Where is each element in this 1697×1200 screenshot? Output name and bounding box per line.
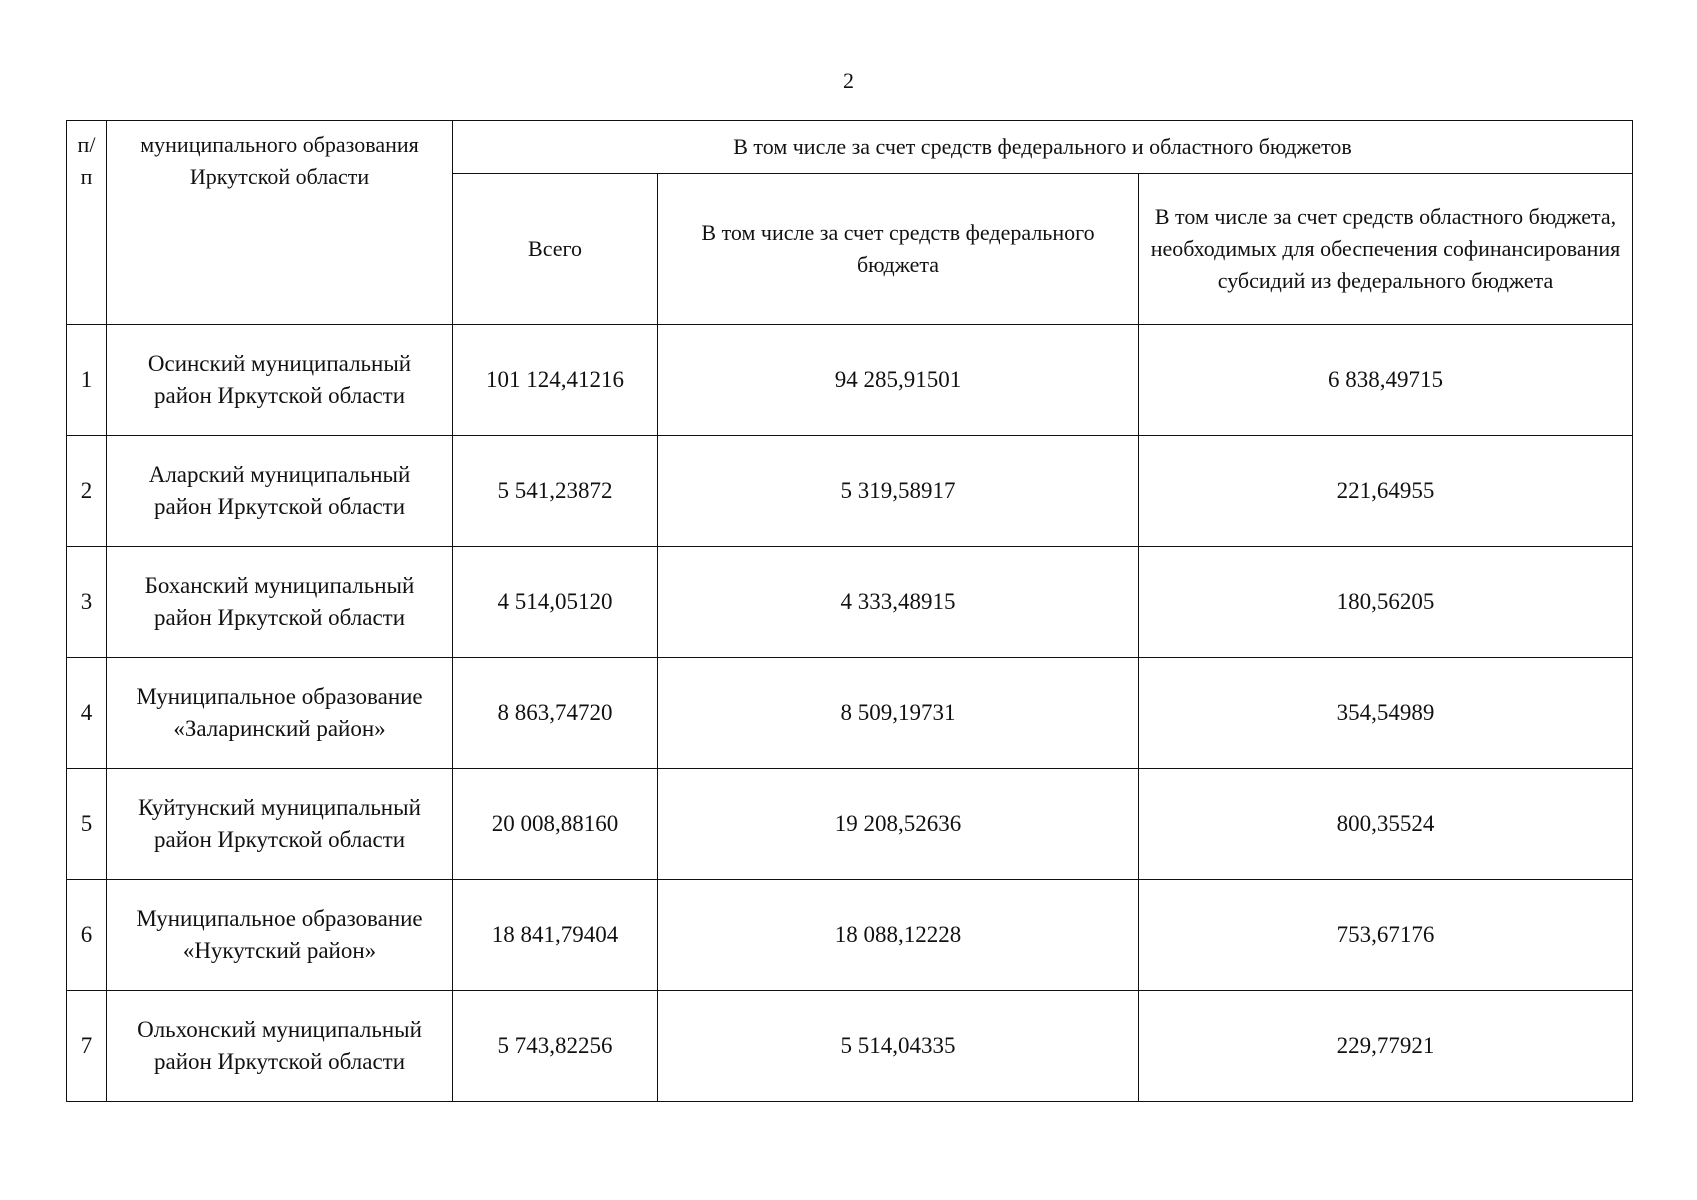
row-municipality [107, 880, 453, 991]
table-row [67, 436, 1633, 547]
municipality-name-line: «Заларинский район» [173, 716, 386, 741]
row-federal: 18 088,12228 [658, 880, 1139, 991]
municipality-name-line: район Иркутской области [153, 494, 406, 519]
row-total: 101 124,41216 [453, 325, 658, 436]
row-municipality [107, 769, 453, 880]
row-federal: 5 514,04335 [658, 991, 1139, 1102]
table-row [67, 769, 1633, 880]
row-municipality [107, 436, 453, 547]
row-total: 4 514,05120 [453, 547, 658, 658]
municipality-name-line: район Иркутской области [153, 383, 406, 408]
row-total: 5 541,23872 [453, 436, 658, 547]
row-regional: 6 838,49715 [1139, 325, 1633, 436]
table-row [67, 325, 1633, 436]
municipality-name-line: Осинский муниципальный [147, 351, 412, 376]
municipality-name-line: Боханский муниципальный [144, 573, 415, 598]
row-municipality [107, 658, 453, 769]
table-row [67, 880, 1633, 991]
row-total: 20 008,88160 [453, 769, 658, 880]
row-federal: 94 285,91501 [658, 325, 1139, 436]
header-budget-group-cell: В том числе за счет средств федерального и областного бюджетов [453, 121, 1633, 174]
row-total: 18 841,79404 [453, 880, 658, 991]
row-number: 4 [67, 658, 107, 769]
row-number: 2 [67, 436, 107, 547]
header-municipality-cell: муниципального образования Иркутской области [107, 121, 453, 325]
municipality-name-line: «Нукутский район» [182, 938, 377, 963]
row-regional: 753,67176 [1139, 880, 1633, 991]
row-federal: 5 319,58917 [658, 436, 1139, 547]
municipality-name-line: Куйтунский муниципальный [138, 795, 421, 820]
table-header-row [67, 121, 1633, 174]
row-municipality [107, 991, 453, 1102]
municipality-name-line: район Иркутской области [153, 605, 406, 630]
municipality-name-line: Ольхонский муниципальный [137, 1017, 422, 1042]
row-number: 1 [67, 325, 107, 436]
header-total-cell: Всего [453, 174, 658, 325]
row-municipality [107, 325, 453, 436]
table-row [67, 547, 1633, 658]
table-row [67, 658, 1633, 769]
row-regional: 354,54989 [1139, 658, 1633, 769]
budget-table [66, 120, 1633, 1102]
page-number: 2 [843, 68, 854, 93]
municipality-name-line: Муниципальное образование [136, 906, 423, 931]
table-row [67, 991, 1633, 1102]
municipality-name-line: район Иркутской области [153, 827, 406, 852]
row-regional: 800,35524 [1139, 769, 1633, 880]
row-total: 5 743,82256 [453, 991, 658, 1102]
row-federal: 8 509,19731 [658, 658, 1139, 769]
row-number: 7 [67, 991, 107, 1102]
row-regional: 229,77921 [1139, 991, 1633, 1102]
header-federal-cell: В том числе за счет средств федерального бюджета [658, 174, 1139, 325]
row-federal: 4 333,48915 [658, 547, 1139, 658]
row-number: 5 [67, 769, 107, 880]
row-total: 8 863,74720 [453, 658, 658, 769]
row-number: 3 [67, 547, 107, 658]
municipality-name-line: район Иркутской области [153, 1049, 406, 1074]
municipality-name-line: Аларский муниципальный [148, 462, 411, 487]
row-regional: 221,64955 [1139, 436, 1633, 547]
row-number: 6 [67, 880, 107, 991]
row-regional: 180,56205 [1139, 547, 1633, 658]
row-municipality [107, 547, 453, 658]
row-federal: 19 208,52636 [658, 769, 1139, 880]
municipality-name-line: Муниципальное образование [136, 684, 423, 709]
header-number-cell: п/ п [67, 121, 107, 325]
header-regional-cell: В том числе за счет средств областного бюджета, необходимых для обеспечения софинансирования субсидий из федерального бюджета [1139, 174, 1633, 325]
